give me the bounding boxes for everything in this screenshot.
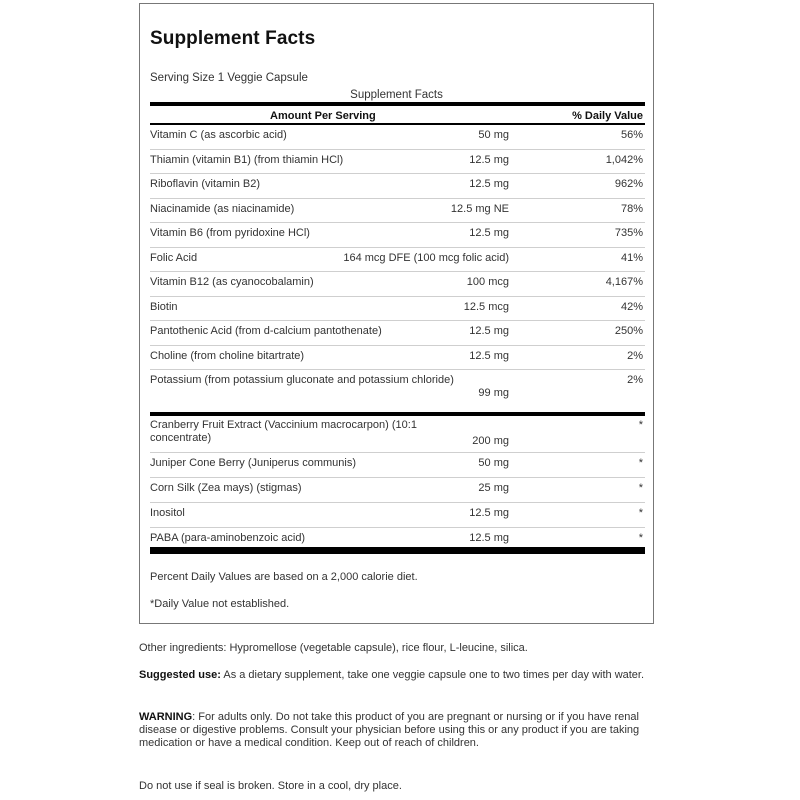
nutrient-name: Pantothenic Acid (from d-calcium pantothenate) [150, 325, 382, 337]
nutrient-name: Cranberry Fruit Extract (Vaccinium macrocarpon) (10:1 concentrate) [150, 419, 417, 444]
nutrient-amount: 12.5 mg [469, 153, 509, 166]
nutrient-amount: 12.5 mg [469, 227, 509, 239]
nutrient-amount: 164 mcg DFE (100 mcg folic acid) [343, 251, 509, 264]
table-caption: Supplement Facts [350, 89, 443, 101]
table-row [150, 416, 645, 453]
daily-value-footnote: *Daily Value not established. [150, 598, 290, 610]
table-row [150, 297, 645, 322]
nutrient-name: Potassium (from potassium gluconate and potassium chloride) [150, 374, 454, 386]
nutrient-dv: 41% [620, 251, 643, 264]
calorie-footnote: Percent Daily Values are based on a 2,000 calorie diet. [150, 571, 418, 583]
nutrient-amount: 12.5 mcg [463, 300, 509, 313]
table-row [150, 453, 645, 478]
nutrient-dv: 962% [614, 178, 643, 190]
table-row [150, 248, 645, 273]
nutrient-dv: 78% [620, 202, 643, 215]
nutrient-dv: 1,042% [605, 153, 643, 166]
nutrient-dv: 735% [614, 227, 643, 239]
table-row [150, 223, 645, 248]
nutrient-amount: 12.5 mg [469, 532, 509, 544]
nutrient-dv: * [638, 419, 643, 431]
nutrient-name: Juniper Cone Berry (Juniperus communis) [150, 457, 357, 469]
nutrient-name: PABA (para-aminobenzoic acid) [150, 532, 306, 544]
nutrient-amount: 12.5 mg [469, 178, 509, 190]
table-row [150, 478, 645, 503]
nutrient-name: Choline (from choline bitartrate) [150, 349, 305, 362]
thick-divider [150, 547, 645, 554]
nutrient-name: Vitamin B6 (from pyridoxine HCl) [150, 227, 310, 239]
table-row [150, 174, 645, 199]
nutrient-amount: 99 mg [478, 387, 509, 399]
nutrient-name: Folic Acid [150, 251, 198, 264]
table-row [150, 370, 645, 402]
other-ingredient-rows [150, 416, 645, 550]
nutrient-dv: 56% [620, 129, 643, 141]
vitamin-rows [150, 125, 645, 402]
header-amount: Amount Per Serving [270, 110, 376, 122]
other-ingredients: Other ingredients: Hypromellose (vegetable capsule), rice flour, L-leucine, silica. [139, 642, 528, 654]
nutrient-amount: 50 mg [478, 457, 509, 469]
nutrient-dv: * [638, 457, 643, 469]
table-row [150, 125, 645, 150]
table-row [150, 503, 645, 528]
panel-title: Supplement Facts [150, 28, 316, 49]
warning [139, 711, 659, 750]
nutrient-dv: * [638, 532, 643, 544]
nutrient-amount: 50 mg [478, 129, 509, 141]
suggested-use-text: As a dietary supplement, take one veggie capsule one to two times per day with water. [220, 669, 645, 681]
table-row [150, 272, 645, 297]
table-row [150, 199, 645, 224]
table-row [150, 321, 645, 346]
suggested-use-label: Suggested use: [139, 669, 221, 681]
nutrient-amount: 200 mg [472, 435, 509, 447]
nutrient-name: Inositol [150, 507, 185, 519]
nutrient-amount: 100 mcg [466, 276, 509, 288]
nutrient-name: Thiamin (vitamin B1) (from thiamin HCl) [150, 153, 344, 166]
warning-text: : For adults only. Do not take this product of you are pregnant or nursing or if you have renal disease or digestive problems. Consult your physician before using this or any product if you are taking medication or have a medical condition. Keep out of reach of children. [139, 711, 640, 749]
nutrient-amount: 25 mg [478, 482, 509, 494]
nutrient-name: Corn Silk (Zea mays) (stigmas) [150, 482, 302, 494]
warning-label: WARNING [139, 711, 193, 723]
nutrient-dv: 2% [627, 349, 643, 362]
nutrient-dv: 2% [627, 374, 643, 386]
header-daily-value: % Daily Value [572, 110, 643, 122]
thick-divider [150, 102, 645, 106]
nutrient-amount: 12.5 mg [469, 325, 509, 337]
nutrient-dv: 4,167% [605, 276, 643, 288]
nutrient-name: Niacinamide (as niacinamide) [150, 202, 295, 215]
nutrient-dv: * [638, 482, 643, 494]
nutrient-name: Vitamin C (as ascorbic acid) [150, 129, 287, 141]
nutrient-dv: 250% [614, 325, 643, 337]
nutrient-name: Vitamin B12 (as cyanocobalamin) [150, 276, 314, 288]
nutrient-amount: 12.5 mg [469, 349, 509, 362]
nutrient-amount: 12.5 mg [469, 507, 509, 519]
nutrient-name: Riboflavin (vitamin B2) [150, 178, 261, 190]
nutrient-dv: * [638, 507, 643, 519]
nutrient-name: Biotin [150, 300, 178, 313]
serving-size: Serving Size 1 Veggie Capsule [150, 72, 308, 84]
table-row [150, 346, 645, 371]
suggested-use [139, 669, 659, 682]
supplement-facts-panel [139, 3, 654, 624]
nutrient-dv: 42% [620, 300, 643, 313]
storage-note: Do not use if seal is broken. Store in a cool, dry place. [139, 780, 402, 792]
nutrient-amount: 12.5 mg NE [450, 202, 509, 215]
table-row [150, 150, 645, 175]
